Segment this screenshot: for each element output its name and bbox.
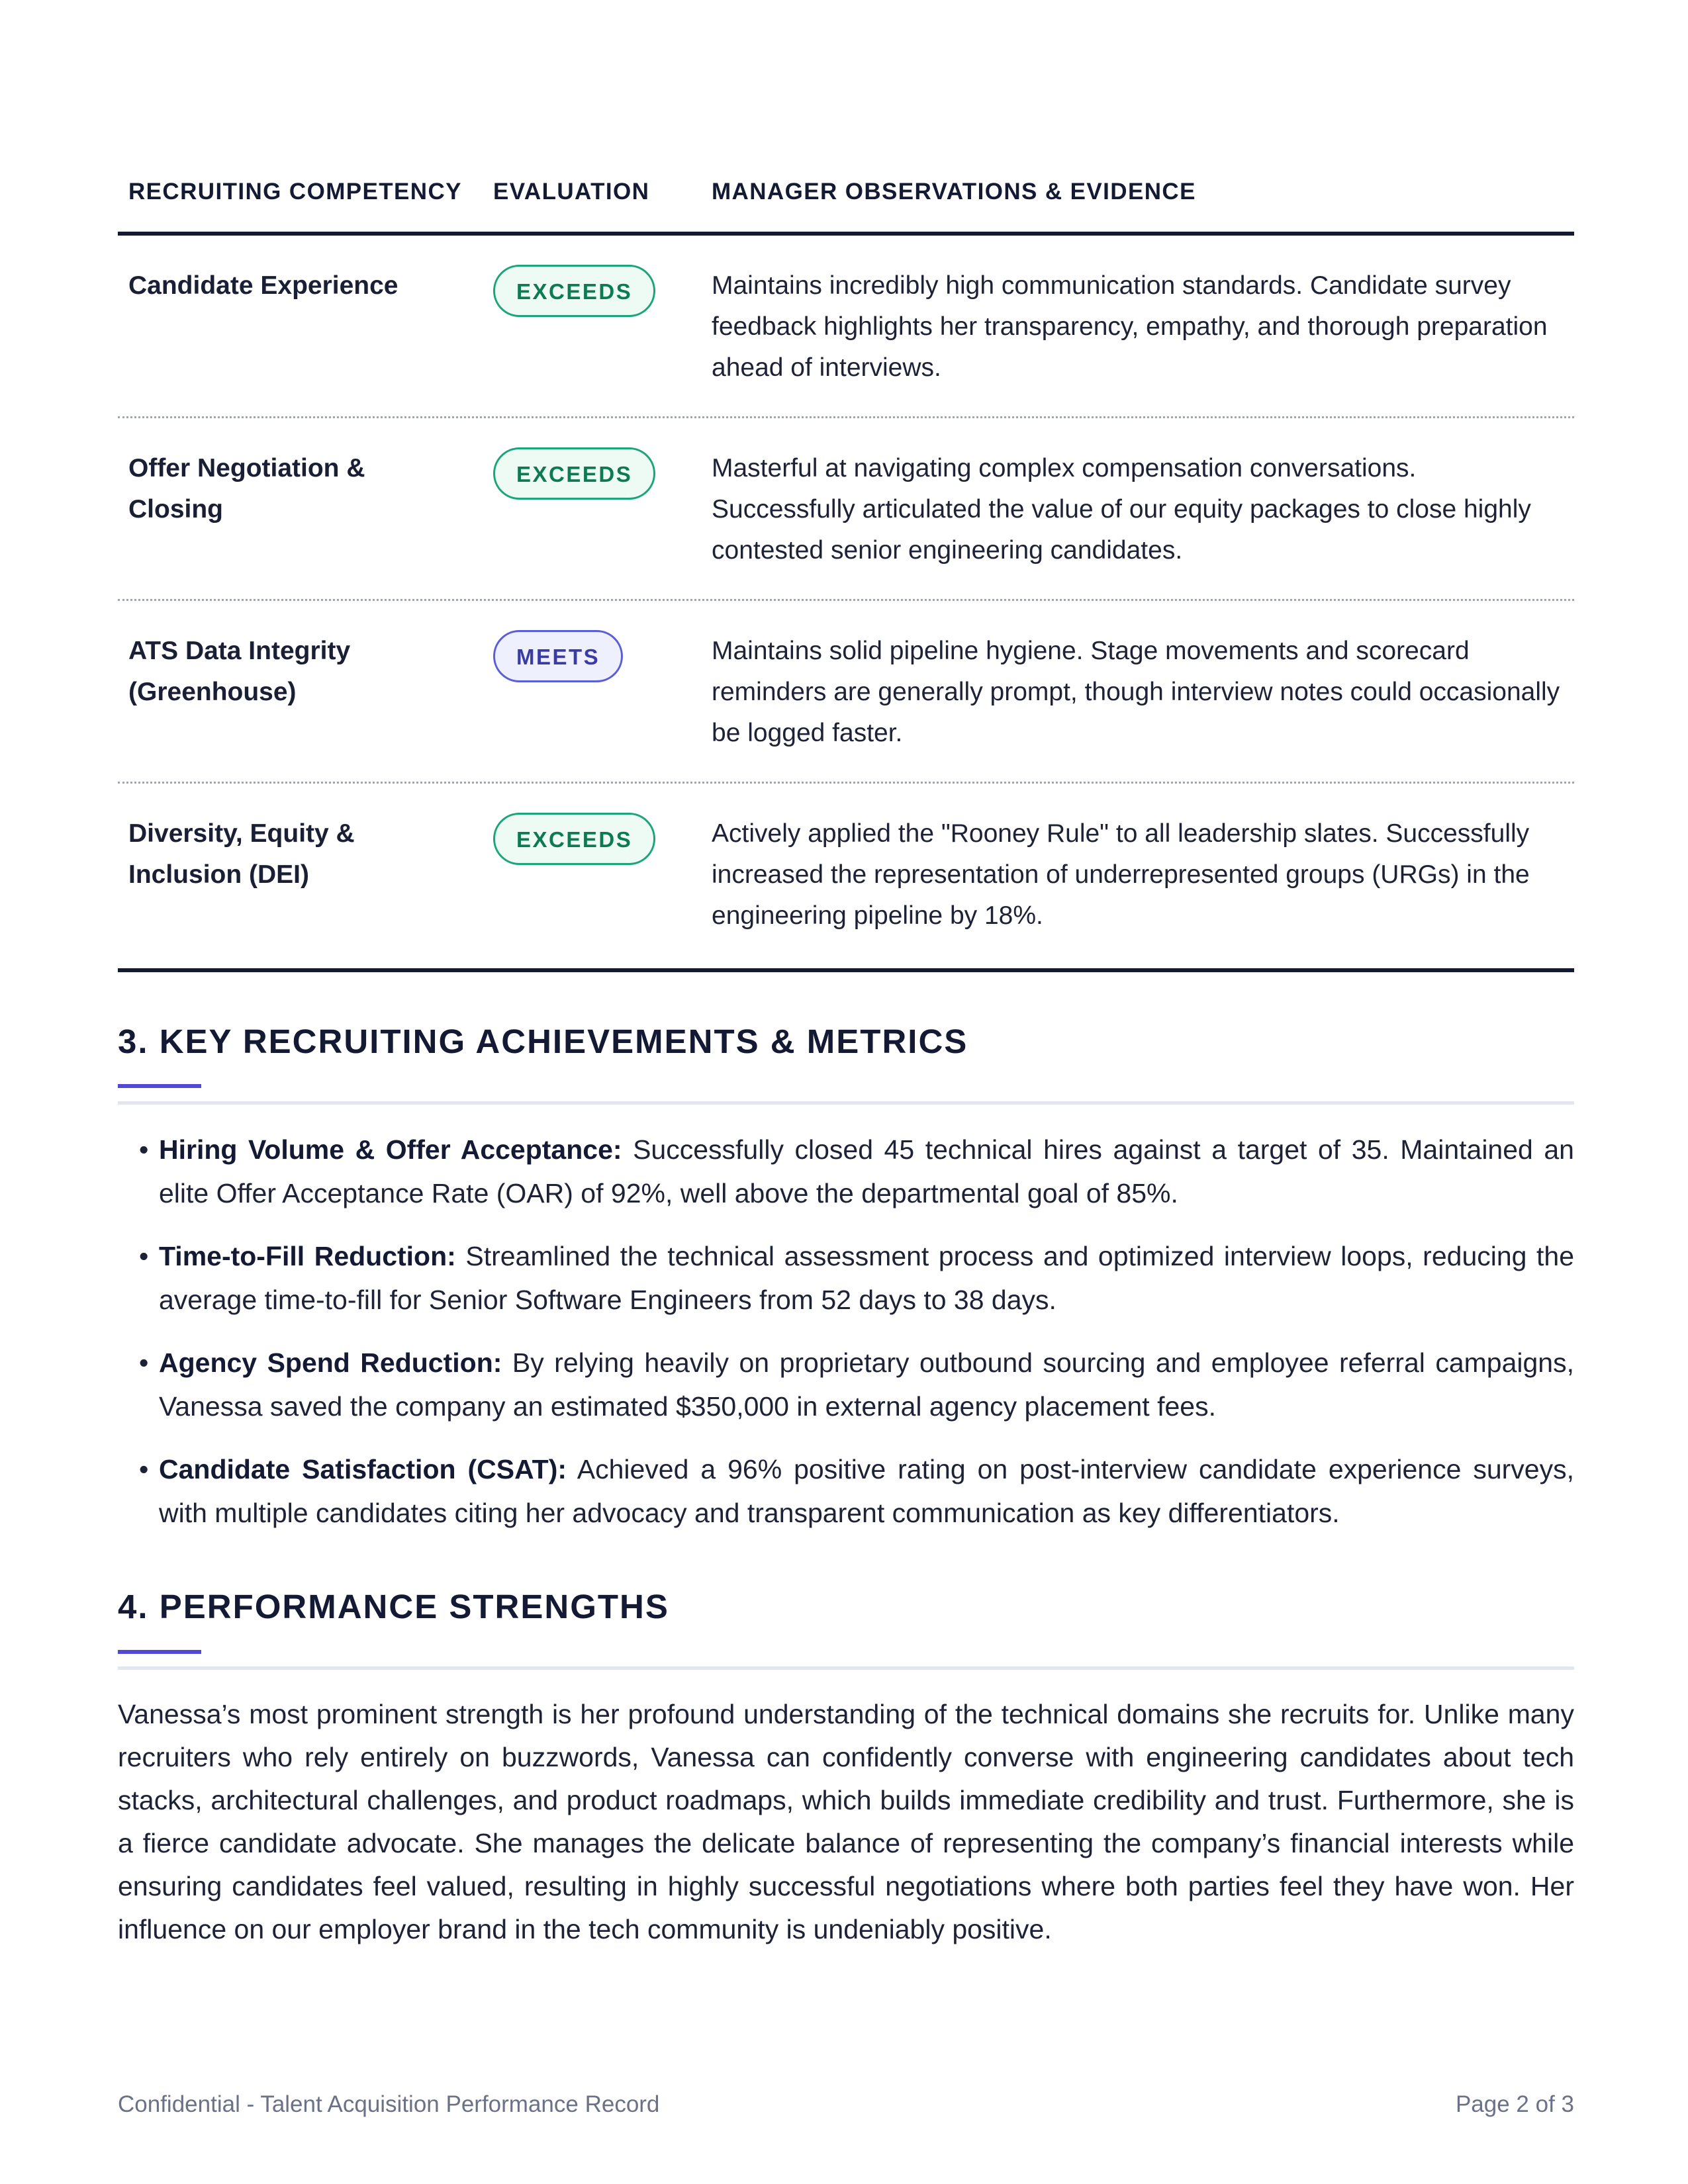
list-item (118, 1447, 1574, 1535)
rating-badge: EXCEEDS (493, 447, 655, 500)
heading-accent-bar (118, 1084, 201, 1088)
achievement-text: Successfully closed 45 technical hires against a target of 35. Maintained an elite Offer Acceptance Rate (OAR) of 92%, well above the departmental goal of 85%. (159, 1134, 1574, 1208)
header-evaluation: EVALUATION (493, 179, 650, 205)
rating-badge: MEETS (493, 630, 623, 682)
competency-name: ATS Data Integrity (Greenhouse) (128, 637, 351, 706)
footer-page-number: Page 2 of 3 (1455, 2091, 1574, 2117)
header-competency: RECRUITING COMPETENCY (128, 179, 462, 205)
strengths-paragraph: Vanessa’s most prominent strength is her profound understanding of the technical domains she recruits for. Unlike many recruiters who rely entirely on buzzwords, Vanessa can confidently converse with engineering candidates about tech stacks, architectural challenges, and product roadmaps, which builds immediate credibility and trust. Furthermore, she is a fierce candidate advocate. She manages the delicate balance of representing the company’s financial interests while ensuring candidates feel valued, resulting in highly successful negotiations where both parties feel they have won. Her influence on our employer brand in the tech community is undeniably positive. (118, 1699, 1574, 1944)
list-item (118, 1341, 1574, 1428)
observation-text: Masterful at navigating complex compensation conversations. Successfully articulated the value of our equity packages to close highly contested senior engineering candidates. (712, 454, 1531, 565)
competency-name: Candidate Experience (128, 271, 399, 300)
achievements-list (118, 1128, 1574, 1554)
rating-badge: EXCEEDS (493, 813, 655, 865)
heading-accent-bar (118, 1650, 201, 1654)
observation-text: Maintains solid pipeline hygiene. Stage movements and scorecard reminders are generally prompt, though interview notes could occasionally be logged faster. (712, 637, 1560, 747)
achievement-label: Agency Spend Reduction: (159, 1347, 502, 1378)
achievement-label: Candidate Satisfaction (CSAT): (159, 1454, 567, 1484)
achievements-heading: 3. KEY RECRUITING ACHIEVEMENTS & METRICS (118, 1023, 968, 1060)
table-row (118, 784, 1574, 972)
achievement-label: Time-to-Fill Reduction: (159, 1241, 456, 1271)
evaluation-cell (493, 236, 712, 317)
bullet-icon: • (139, 1134, 149, 1165)
header-observations: MANAGER OBSERVATIONS & EVIDENCE (712, 179, 1196, 205)
evaluation-cell (493, 784, 712, 865)
evaluation-cell (493, 418, 712, 500)
evaluation-cell (493, 601, 712, 682)
competency-name: Offer Negotiation & Closing (128, 454, 365, 523)
observation-text: Maintains incredibly high communication standards. Candidate survey feedback highlights her transparency, empathy, and thorough preparation ahead of interviews. (712, 271, 1548, 382)
achievement-text: Streamlined the technical assessment process and optimized interview loops, reducing the average time-to-fill for Senior Software Engineers from 52 days to 38 days. (159, 1241, 1574, 1315)
achievement-text: Achieved a 96% positive rating on post-interview candidate experience surveys, with multiple candidates citing her advocacy and transparent communication as key differentiators. (159, 1454, 1575, 1528)
table-row (118, 236, 1574, 418)
bullet-icon: • (139, 1347, 149, 1378)
section-divider (118, 1101, 1574, 1105)
footer-confidential: Confidential - Talent Acquisition Performance Record (118, 2091, 660, 2117)
competency-name: Diversity, Equity & Inclusion (DEI) (128, 819, 355, 889)
table-row (118, 418, 1574, 601)
bullet-icon: • (139, 1241, 149, 1271)
achievement-label: Hiring Volume & Offer Acceptance: (159, 1134, 622, 1165)
competency-table (118, 165, 1574, 972)
list-item (118, 1234, 1574, 1322)
table-row (118, 601, 1574, 784)
list-item (118, 1128, 1574, 1215)
rating-badge: EXCEEDS (493, 265, 655, 317)
strengths-heading: 4. PERFORMANCE STRENGTHS (118, 1588, 669, 1625)
achievement-text: By relying heavily on proprietary outbound sourcing and employee referral campaigns, Vanessa saved the company an estimated $350,000 in external agency placement fees. (159, 1347, 1574, 1422)
table-header (118, 165, 1574, 236)
bullet-icon: • (139, 1454, 149, 1484)
section-divider (118, 1666, 1574, 1670)
observation-text: Actively applied the "Rooney Rule" to all leadership slates. Successfully increased the representation of underrepresented groups (URGs) in the engineering pipeline by 18%. (712, 819, 1530, 930)
